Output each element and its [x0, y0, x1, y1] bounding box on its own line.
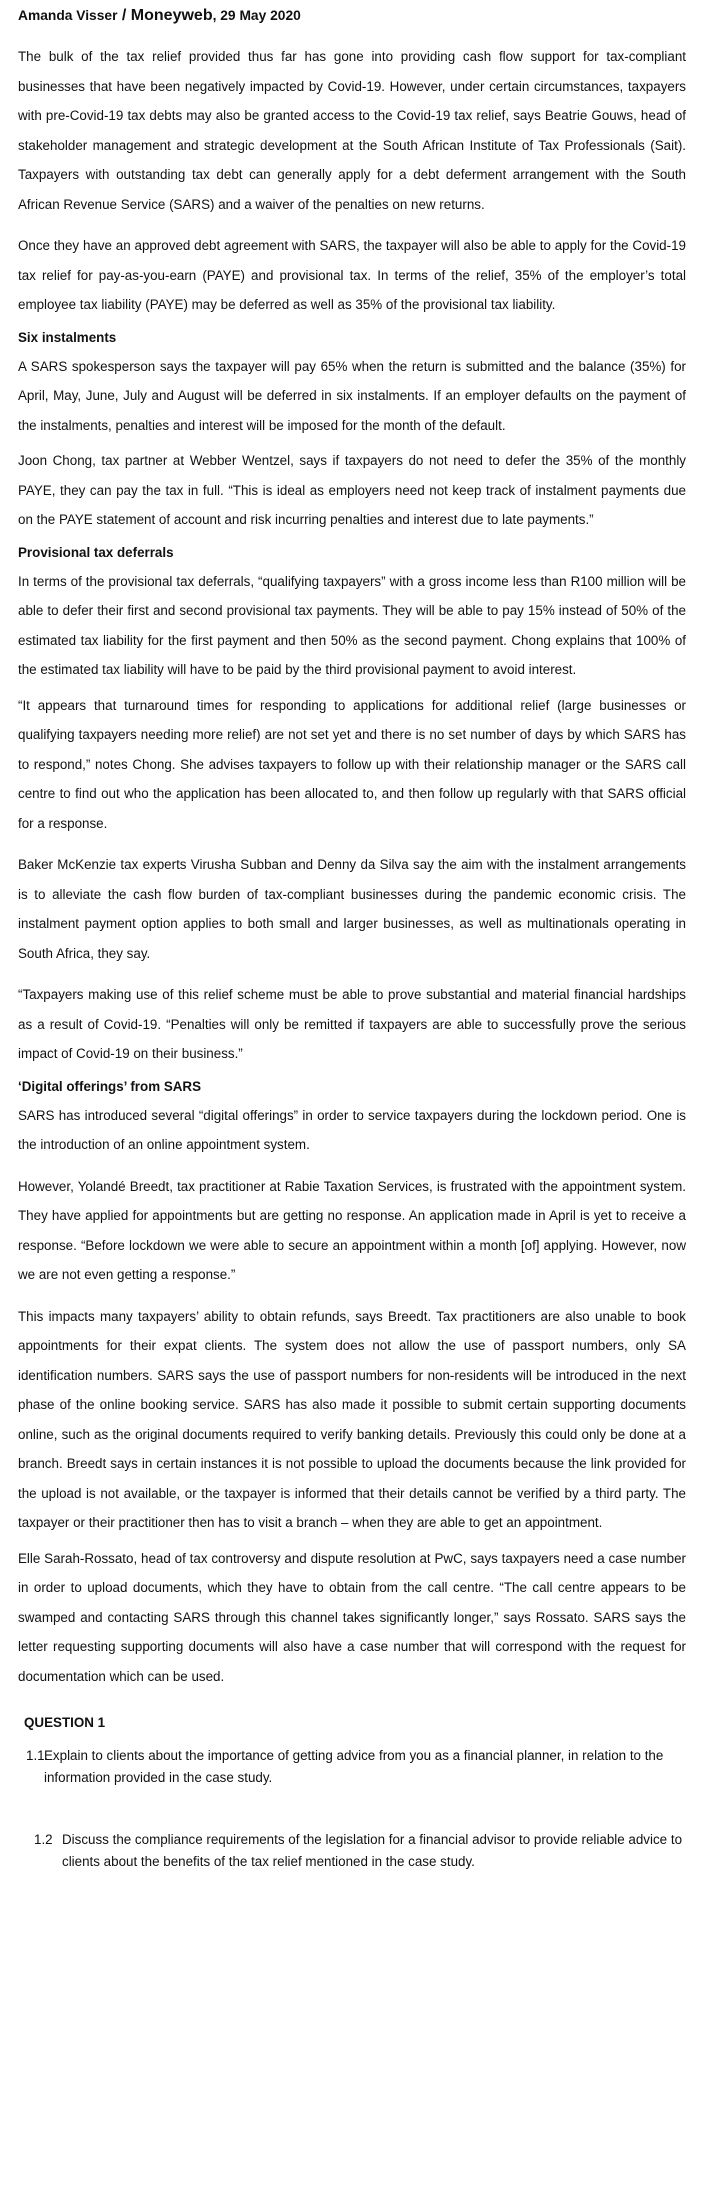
byline [18, 6, 686, 26]
question-number: 1.2 [34, 1832, 53, 1847]
question-item-1-2 [34, 1829, 686, 1873]
paragraph-debt-agreement: Once they have an approved debt agreement with SARS, the taxpayer will also be able to apply for the Covid-19 tax relief for pay-as-you-earn (PAYE) and provisional tax. In terms of the relief, 35% of the employer’s total employee tax liability (PAYE) may be deferred as well as 35% of the provisional tax liability. [18, 238, 686, 312]
paragraph-sars-spokesperson: A SARS spokesperson says the taxpayer will pay 65% when the return is submitted and the balance (35%) for April, May, June, July and August will be deferred in six instalments. If an employer defaults on the payment of the instalments, penalties and interest will be imposed for the month of the default. [18, 358, 686, 433]
publication-date: , 29 May 2020 [212, 8, 301, 23]
paragraph-yolande-breedt: However, Yolandé Breedt, tax practitioner at Rabie Taxation Services, is frustrated with the appointment system. They have applied for appointments but are getting no response. An application made in April is yet to receive a response. “Before lockdown we were able to secure an appointment within a month [of] applying. However, now we are not even getting a response.” [18, 1178, 686, 1282]
paragraph-digital-offerings: SARS has introduced several “digital offerings” in order to service taxpayers during the lockdown period. One is the introduction of an online appointment system. [18, 1107, 686, 1152]
paragraph-joon-chong: Joon Chong, tax partner at Webber Wentzel, says if taxpayers do not need to defer the 35% of the monthly PAYE, they can pay the tax in full. “This is ideal as employers need not keep track of instalment payments due on the PAYE statement of account and risk incurring penalties and interest due to late payments.” [18, 453, 686, 527]
heading-digital-offerings: ‘Digital offerings’ from SARS [18, 1078, 202, 1094]
paragraph-baker-mckenzie: Baker McKenzie tax experts Virusha Subban and Denny da Silva say the aim with the instalment arrangements is to alleviate the cash flow burden of tax-compliant businesses during the pandemic economic crisis. The instalment payment option applies to both small and larger businesses, as well as multinationals operating in South Africa, they say. [18, 857, 686, 961]
paragraph-turnaround-times: “It appears that turnaround times for responding to applications for additional relief (large businesses or qualifying taxpayers needing more relief) are not set yet and there is no set number of days by which SARS has to respond,” notes Chong. She advises taxpayers to follow up with their relationship manager or the SARS call centre to find out who the application has been allocated to, and then follow up regularly with that SARS official for a response. [18, 697, 686, 831]
publication-name: Moneyweb [130, 7, 213, 24]
question-text: Discuss the compliance requirements of the legislation for a financial advisor to provide reliable advice to clients about the benefits of the tax relief mentioned in the case study. [62, 1832, 683, 1869]
heading-provisional-tax: Provisional tax deferrals [18, 544, 174, 560]
question-number: 1.1. [26, 1748, 49, 1763]
heading-six-instalments: Six instalments [18, 329, 117, 345]
paragraph-relief-scheme: “Taxpayers making use of this relief scheme must be able to prove substantial and material financial hardships as a result of Covid-19. “Penalties will only be remitted if taxpayers are able to successfully prove the serious impact of Covid-19 on their business.” [18, 987, 686, 1061]
question-item-1-1 [26, 1745, 686, 1789]
byline-separator: / [117, 7, 131, 24]
paragraph-elle-sarah-rossato: Elle Sarah-Rossato, head of tax controversy and dispute resolution at PwC, says taxpayers need a case number in order to upload documents, which they have to obtain from the call centre. “The call centre appears to be swamped and contacting SARS through this channel takes significantly longer,” says Rossato. SARS says the letter requesting supporting documents will also have a case number that will correspond with the request for documentation which can be used. [18, 1550, 686, 1684]
paragraph-provisional-deferrals: In terms of the provisional tax deferrals, “qualifying taxpayers” with a gross income less than R100 million will be able to defer their first and second provisional tax payments. They will be able to pay 15% instead of 50% of the estimated tax liability for the first payment and then 50% as the second payment. Chong explains that 100% of the estimated tax liability will have to be paid by the third provisional payment to avoid interest. [18, 573, 686, 677]
question-text: Explain to clients about the importance of getting advice from you as a financial planner, in relation to the information provided in the case study. [44, 1748, 664, 1785]
paragraph-intro: The bulk of the tax relief provided thus far has gone into providing cash flow support for tax-compliant businesses that have been negatively impacted by Covid-19. However, under certain circumstances, taxpayers with pre-Covid-19 tax debts may also be granted access to the Covid-19 tax relief, says Beatrie Gouws, head of stakeholder management and strategic development at the South African Institute of Tax Professionals (Sait). Taxpayers with outstanding tax debt can generally apply for a debt deferment arrangement with the South African Revenue Service (SARS) and a waiver of the penalties on new returns. [18, 49, 686, 212]
author-name: Amanda Visser [18, 8, 118, 23]
paragraph-refunds-impact: This impacts many taxpayers’ ability to obtain refunds, says Breedt. Tax practitioners are also unable to book appointments for their expat clients. The system does not allow the use of passport numbers, only SA identification numbers. SARS says the use of passport numbers for non-residents will be introduced in the next phase of the online booking service. SARS has also made it possible to submit certain supporting documents online, such as the original documents required to verify banking details. Previously this could only be done at a branch. Breedt says in certain instances it is not possible to upload the documents because the link provided for the upload is not available, or the taxpayer is informed that their details cannot be verified by a third party. The taxpayer or their practitioner then has to visit a branch – when they are able to get an appointment. [18, 1308, 686, 1530]
question-title: QUESTION 1 [24, 1715, 106, 1730]
